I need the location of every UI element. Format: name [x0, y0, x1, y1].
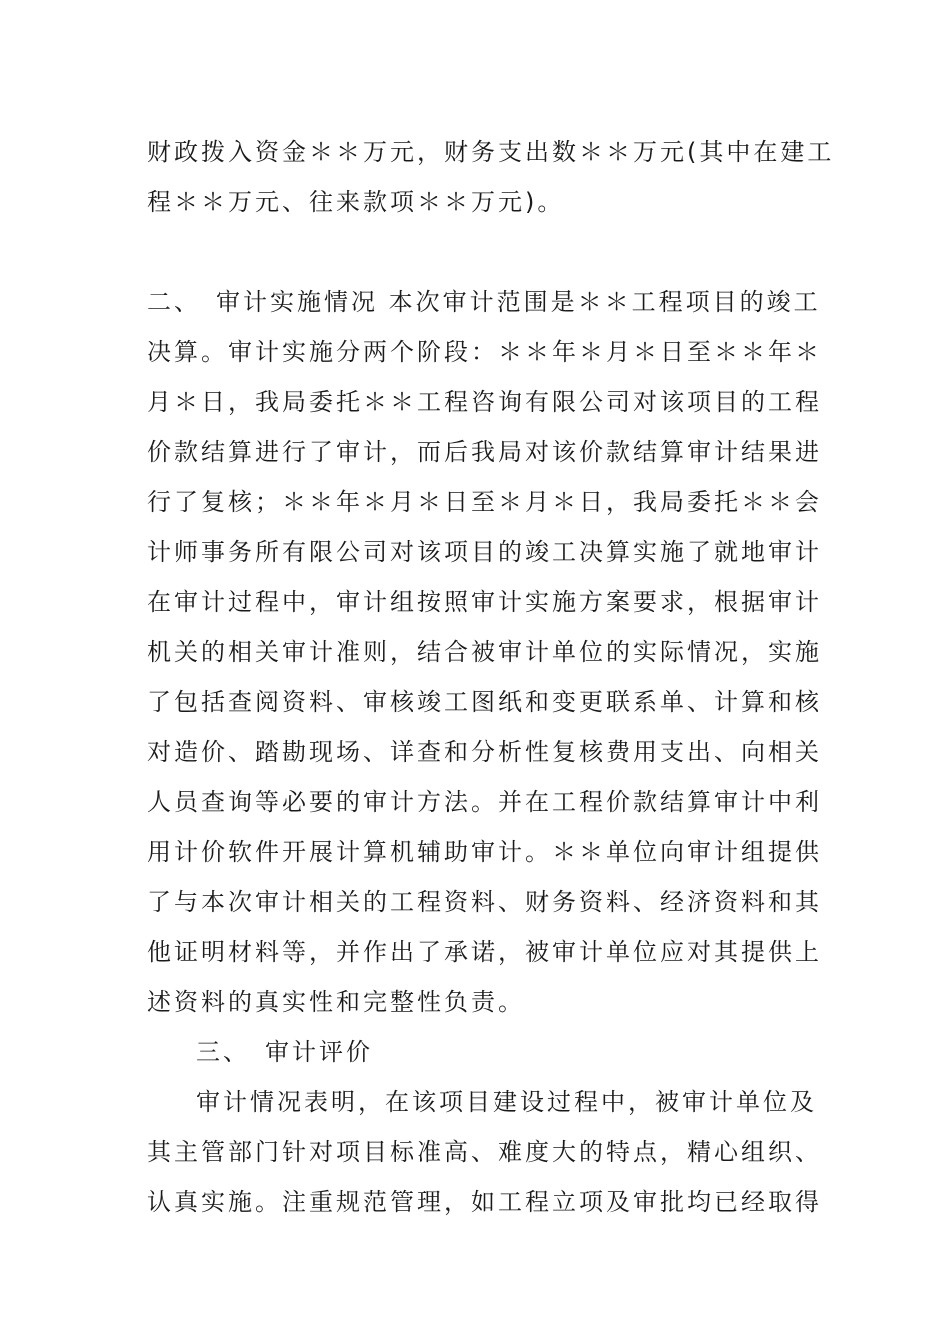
paragraph-line: 价款结算进行了审计，而后我局对该价款结算审计结果进	[147, 438, 822, 466]
paragraph-line: 行了复核；＊＊年＊月＊日至＊月＊日，我局委托＊＊会	[147, 488, 822, 516]
paragraph-line: 人员查询等必要的审计方法。并在工程价款结算审计中利	[147, 788, 822, 816]
paragraph-line: 月＊日，我局委托＊＊工程咨询有限公司对该项目的工程	[147, 388, 822, 416]
paragraph-line: 他证明材料等，并作出了承诺，被审计单位应对其提供上	[147, 938, 822, 966]
paragraph-line: 了包括查阅资料、审核竣工图纸和变更联系单、计算和核	[147, 688, 822, 716]
paragraph-line: 用计价软件开展计算机辅助审计。＊＊单位向审计组提供	[147, 838, 822, 866]
paragraph-line: 财政拨入资金＊＊万元，财务支出数＊＊万元(其中在建工	[147, 138, 835, 166]
paragraph-line: 述资料的真实性和完整性负责。	[147, 988, 525, 1016]
paragraph-line: 程＊＊万元、往来款项＊＊万元)。	[147, 188, 565, 216]
paragraph-line: 对造价、踏勘现场、详查和分析性复核费用支出、向相关	[147, 738, 822, 766]
paragraph-line: 在审计过程中，审计组按照审计实施方案要求，根据审计	[147, 588, 822, 616]
paragraph-line: 审计情况表明，在该项目建设过程中，被审计单位及	[196, 1088, 817, 1116]
paragraph-line: 了与本次审计相关的工程资料、财务资料、经济资料和其	[147, 888, 822, 916]
paragraph-line: 决算。审计实施分两个阶段：＊＊年＊月＊日至＊＊年＊	[147, 338, 822, 366]
section-two-heading-line: 二、 审计实施情况 本次审计范围是＊＊工程项目的竣工	[147, 288, 821, 316]
section-three-heading: 三、 审计评价	[196, 1038, 373, 1066]
paragraph-line: 其主管部门针对项目标准高、难度大的特点，精心组织、	[147, 1138, 822, 1166]
paragraph-line: 计师事务所有限公司对该项目的竣工决算实施了就地审计	[147, 538, 822, 566]
paragraph-line: 机关的相关审计准则，结合被审计单位的实际情况，实施	[147, 638, 822, 666]
paragraph-line: 认真实施。注重规范管理，如工程立项及审批均已经取得	[147, 1188, 822, 1216]
